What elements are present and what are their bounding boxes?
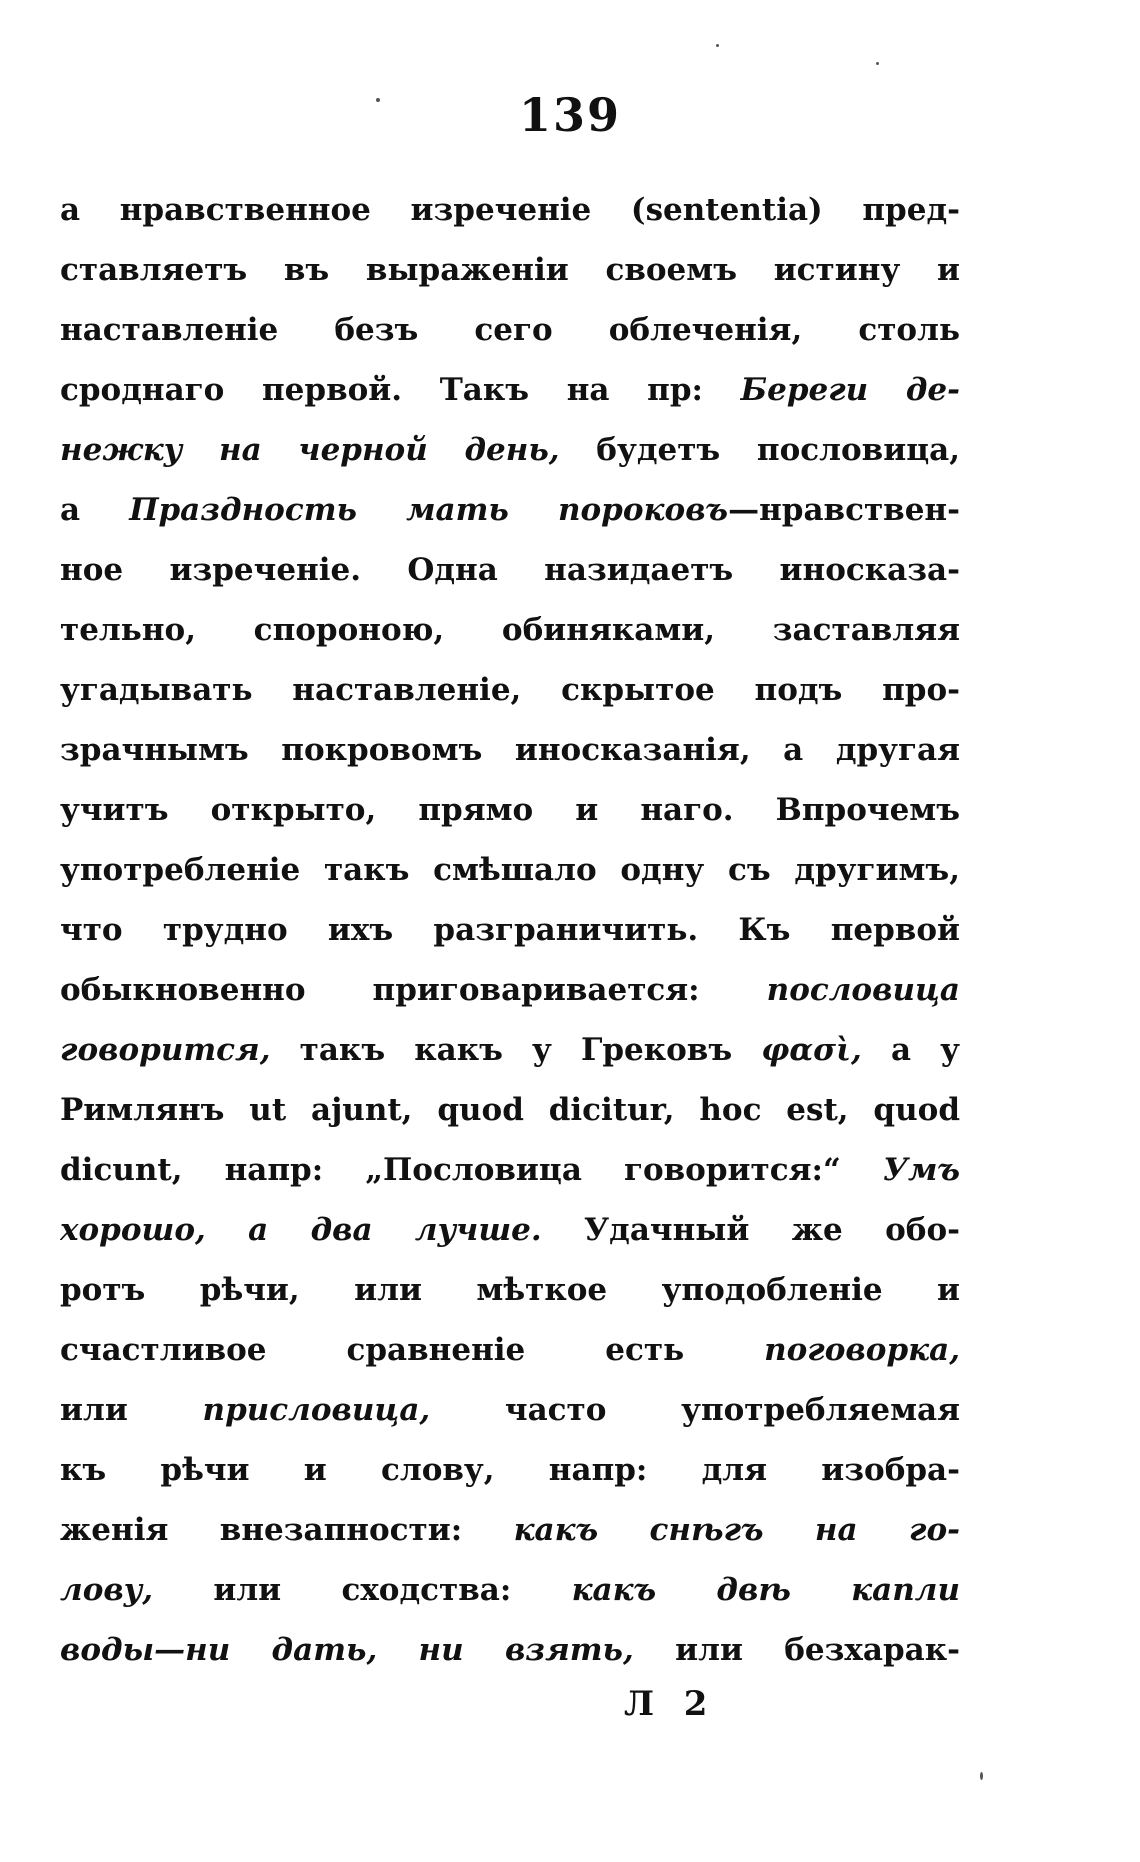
text-span: dicunt, напр: „Пословица говорится:“: [60, 1152, 883, 1188]
text-line: [60, 1200, 960, 1260]
text-span: часто употребляемая: [430, 1392, 960, 1428]
italic-phrase: говорится,: [60, 1032, 271, 1068]
text-span: учитъ открыто, прямо и наго. Впрочемъ: [60, 792, 960, 828]
text-line: [60, 1440, 960, 1500]
text-span: а нравственное изреченіе (sententia) пред-: [60, 192, 960, 228]
text-span: сроднаго первой. Такъ на пр:: [60, 372, 741, 408]
italic-phrase: лову,: [60, 1572, 154, 1608]
text-line: [60, 360, 960, 420]
printer-signature-mark: Л 2: [624, 1684, 710, 1724]
text-span: тельно, спорoною, обиняками, заставляя: [60, 612, 960, 648]
italic-phrase: Праздность мать пороковъ: [129, 492, 729, 528]
text-line: [60, 660, 960, 720]
text-line: [60, 240, 960, 300]
print-speck: [376, 98, 380, 102]
page-number: 139: [518, 88, 622, 142]
text-line: [60, 780, 960, 840]
italic-phrase: нежку на черной день,: [60, 432, 560, 468]
italic-phrase: какъ двѣ капли: [571, 1572, 960, 1608]
text-line: [60, 1140, 960, 1200]
text-line: [60, 1560, 960, 1620]
text-span: —нравствен-: [728, 492, 960, 528]
print-speck: [716, 44, 719, 47]
text-line: [60, 720, 960, 780]
text-line: [60, 1020, 960, 1080]
italic-phrase: поговорка,: [764, 1332, 960, 1368]
italic-phrase: Береги де-: [740, 372, 960, 408]
text-line: [60, 960, 960, 1020]
text-line: [60, 1320, 960, 1380]
text-line: [60, 840, 960, 900]
text-span: ротъ рѣчи, или мѣткое уподобленіе и: [60, 1272, 960, 1308]
text-line: [60, 900, 960, 960]
body-text: [60, 180, 960, 1680]
text-span: ставляетъ въ выраженіи своемъ истину и: [60, 252, 960, 288]
text-line: [60, 1260, 960, 1320]
text-span: женія внезапности:: [60, 1512, 514, 1548]
italic-phrase: Умъ: [882, 1152, 960, 1188]
text-span: ное изреченіе. Одна назидаетъ иносказа-: [60, 552, 960, 588]
text-span: или сходства:: [153, 1572, 572, 1608]
text-line: [60, 600, 960, 660]
italic-phrase: воды—ни дать, ни взять,: [60, 1632, 634, 1668]
text-line: [60, 1500, 960, 1560]
text-span: употребленіе такъ смѣшало одну съ другимъ,: [60, 852, 960, 888]
text-line: [60, 1620, 960, 1680]
text-span: Удачный же обо-: [541, 1212, 960, 1248]
italic-phrase: какъ снѣгъ на го-: [513, 1512, 960, 1548]
text-span: зрачнымъ покровомъ иносказанія, а другая: [60, 732, 960, 768]
text-span: или: [60, 1392, 203, 1428]
text-span: обыкновенно приговаривается:: [60, 972, 767, 1008]
text-line: [60, 480, 960, 540]
text-span: будетъ пословица,: [559, 432, 960, 468]
text-line: [60, 180, 960, 240]
text-span: или безхарак-: [633, 1632, 960, 1668]
text-span: такъ какъ у Грековъ: [270, 1032, 762, 1068]
text-span: счастливое сравненіе есть: [60, 1332, 765, 1368]
italic-phrase: присловица,: [202, 1392, 431, 1428]
text-line: [60, 540, 960, 600]
text-span: Римлянъ ut ajunt, quod dicitur, hoc est, quod: [60, 1092, 960, 1128]
italic-phrase: φασὶ,: [761, 1032, 862, 1068]
italic-phrase: пословица: [766, 972, 960, 1008]
italic-phrase: хорошо, а два лучше.: [60, 1212, 542, 1248]
text-span: къ рѣчи и слову, напр: для изобра-: [60, 1452, 960, 1488]
text-span: что трудно ихъ разграничить. Къ первой: [60, 912, 960, 948]
text-line: [60, 300, 960, 360]
print-speck: [980, 1772, 983, 1780]
print-speck: [876, 62, 879, 65]
text-span: наставленіе безъ сего облеченія, столь: [60, 312, 960, 348]
text-line: [60, 420, 960, 480]
text-span: а: [60, 492, 130, 528]
text-line: [60, 1380, 960, 1440]
text-span: а у: [861, 1032, 960, 1068]
text-span: угадывать наставленіе, скрытое подъ про-: [60, 672, 960, 708]
text-line: [60, 1080, 960, 1140]
